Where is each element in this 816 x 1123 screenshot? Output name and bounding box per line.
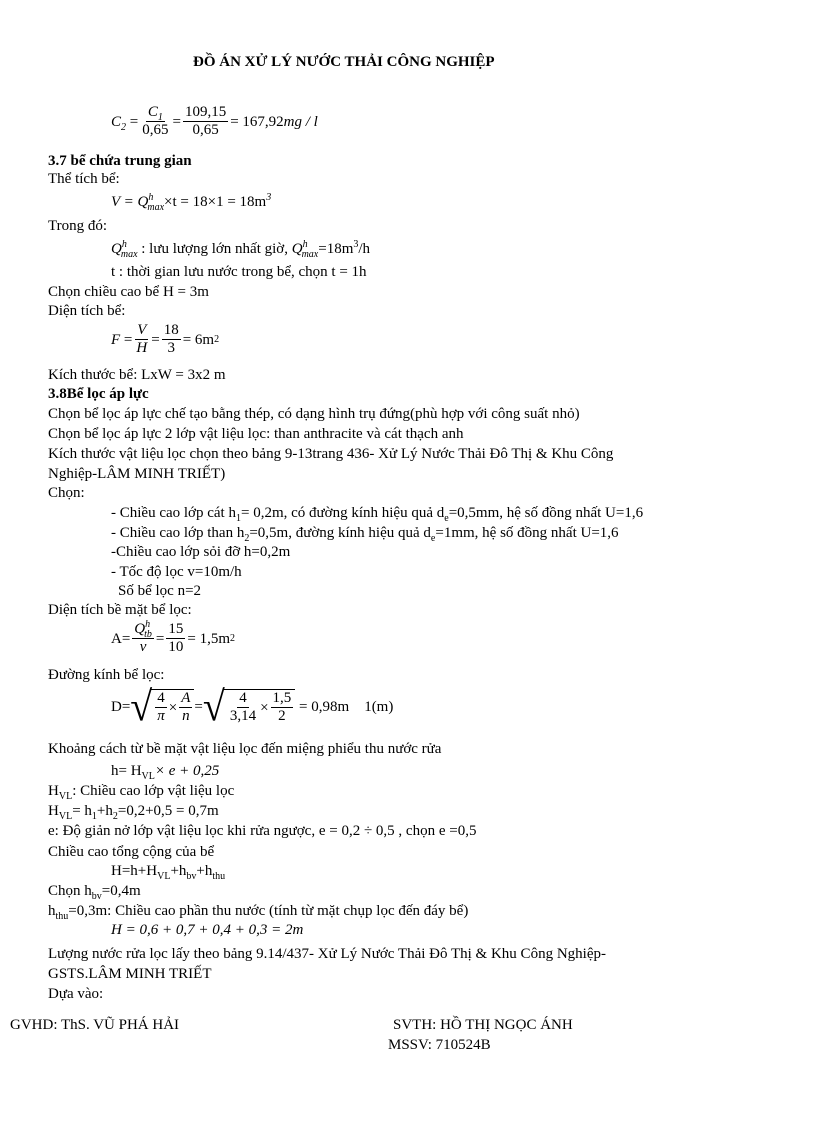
hbv-choice: Chọn $h_{bv}=0,4m$	[48, 883, 141, 902]
equation-c2: $C_2$ = $\frac{C_1}{0,65}$ = $\frac{109,15}{0,65}$ = 167,92 mg / l	[111, 104, 318, 138]
paragraph-3b: Nghiệp-LÂM MINH TRIẾT)	[48, 466, 226, 482]
paragraph-2: Chọn bể lọc áp lực 2 lớp vật liệu lọc: than anthracite và cát thạch anh	[48, 426, 464, 442]
bullet-sand: - Chiều cao lớp cát $h_1= 0,2m$, có đường kính hiệu quả $d_e=0,5mm$, hệ số đồng nhất U=1,6	[111, 505, 644, 524]
diameter-label: Đường kính bể lọc:	[48, 667, 165, 683]
footer-gvhd: GVHD: ThS. VŨ PHÁ HẢI	[10, 1017, 180, 1033]
where-label: Trong đó:	[48, 218, 108, 234]
footer-mssv: MSSV: 710524B	[388, 1037, 491, 1053]
paragraph-3a: Kích thước vật liệu lọc chọn theo bảng 9-13trang 436- Xử Lý Nước Thải Đô Thị & Khu Công	[48, 446, 614, 462]
filter-area-label: Diện tích bề mặt bể lọc:	[48, 602, 192, 618]
t-definition: t : thời gian lưu nước trong bể, chọn t = 1h	[111, 264, 367, 280]
equation-total-height: $H=h+H_{VL}+h_{bv}+h_{thu}$	[111, 863, 226, 882]
equation-filter-area: A= $\frac{Q^h_{tb}}{v}$ = $\frac{15}{10}$ = 1,5m 2	[111, 619, 236, 655]
hvl-definition: $H_{VL}$: Chiều cao lớp vật liệu lọc	[48, 783, 235, 802]
bullet-anthracite: - Chiều cao lớp than $h_2=0,5m$, đường kính hiệu quả $d_e=1mm$, hệ số đồng nhất U=1,6	[111, 525, 619, 544]
equation-h: $h= H_{VL}\times e + 0,25$	[111, 763, 220, 782]
distance-label: Khoảng cách từ bề mặt vật liệu lọc đến miệng phiểu thu nước rửa	[48, 741, 442, 757]
volume-label: Thể tích bể:	[48, 171, 120, 187]
bullet-gravel: -Chiều cao lớp sỏi đỡ h=0,2m	[111, 544, 291, 560]
bullet-speed: - Tốc độ lọc v=10m/h	[111, 564, 242, 580]
wash-water-a: Lượng nước rửa lọc lấy theo bảng 9.14/437- Xử Lý Nước Thải Đô Thị & Khu Công Nghiệp-	[48, 946, 606, 962]
height-text: Chọn chiều cao bể H = 3m	[48, 284, 209, 300]
total-height-label: Chiều cao tổng cộng của bể	[48, 844, 215, 860]
section-heading-3-8: 3.8Bể lọc áp lực	[48, 386, 149, 402]
equation-area: F = $\frac{V}{H}$ = $\frac{18}{3}$ = 6m 2	[111, 322, 220, 356]
footer-svth: SVTH: HỒ THỊ NGỌC ÁNH	[393, 1017, 573, 1033]
based-on-label: Dựa vào:	[48, 986, 104, 1002]
area-label: Diện tích bể:	[48, 303, 126, 319]
equation-h-calc: H = 0,6 + 0,7 + 0,4 + 0,3 = 2m	[111, 922, 304, 938]
equation-diameter: D= √ $\frac{4}{\pi}$ × $\frac{A}{n}$ = √ $\frac{4}{3,14}$ × $\frac{1,5}{2}$ = 0,98m 1(m)	[111, 682, 394, 731]
hthu-definition: $h_{thu}=0,3m$: Chiều cao phần thu nước (tính từ mặt chụp lọc đến đáy bể)	[48, 903, 469, 922]
size-text: Kích thước bể: LxW = 3x2 m	[48, 367, 226, 383]
equation-volume: $V = Q^h_{max}\times t = 18\times 1 = 18m^3$	[111, 192, 272, 213]
q-definition: $Q^h_{max}$ : lưu lượng lớn nhất giờ, $Q^h_{max}=18m^3/h$	[111, 239, 371, 260]
wash-water-b: GSTS.LÂM MINH TRIẾT	[48, 966, 212, 982]
hvl-calc: $H_{VL}= h_1+h_2=0,2+0,5 = 0,7m$	[48, 803, 219, 822]
bullet-count: Số bể lọc n=2	[118, 583, 202, 599]
section-heading-3-7: 3.7 bể chứa trung gian	[48, 153, 192, 169]
page-title: ĐỒ ÁN XỬ LÝ NƯỚC THẢI CÔNG NGHIỆP	[193, 54, 495, 70]
choose-label: Chọn:	[48, 485, 85, 501]
e-definition: e: Độ giản nở lớp vật liệu lọc khi rửa ngược, e = 0,2 ÷ 0,5 , chọn e =0,5	[48, 823, 477, 839]
paragraph-1: Chọn bể lọc áp lực chế tạo bằng thép, có dạng hình trụ đứng(phù hợp với công suất nhỏ)	[48, 406, 580, 422]
